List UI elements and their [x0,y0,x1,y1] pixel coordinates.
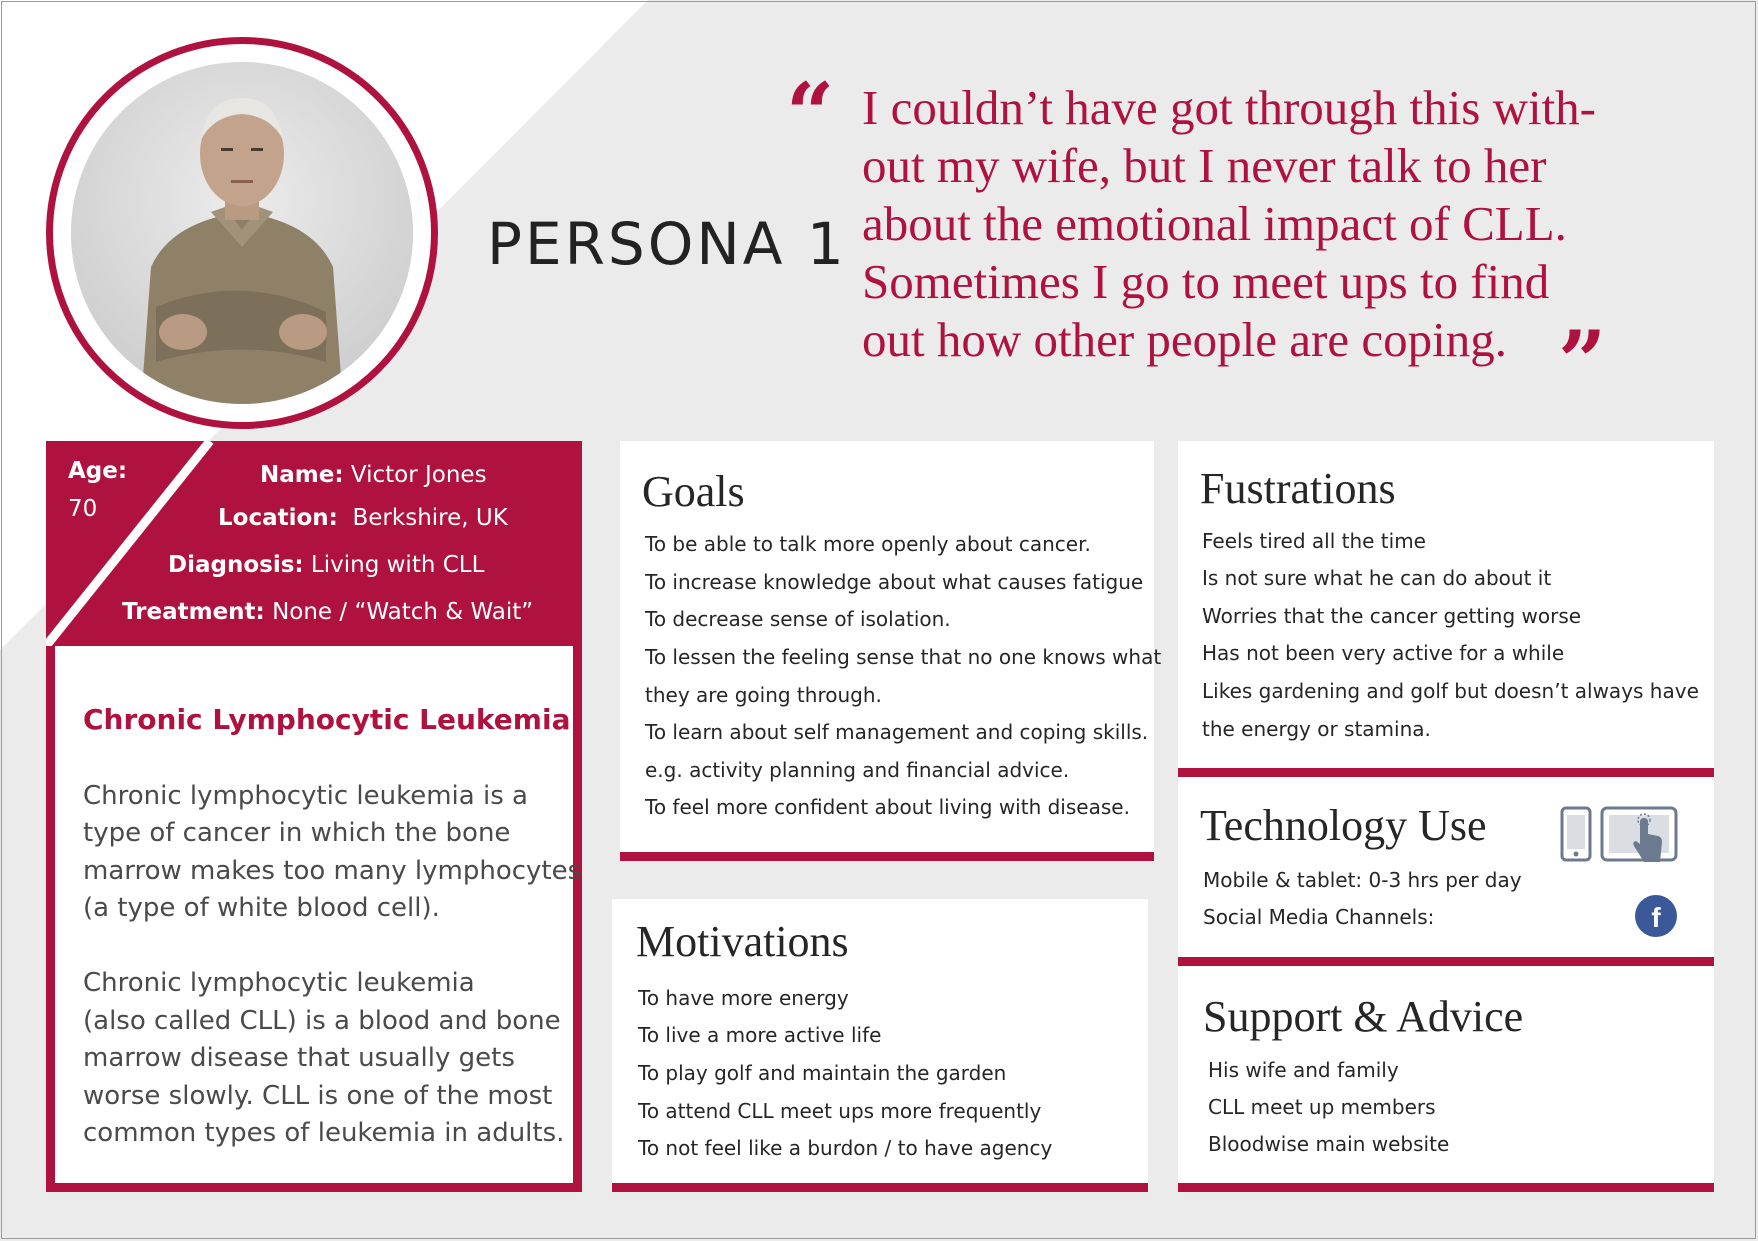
condition-text-line: marrow disease that usually gets [83,1043,515,1073]
persona-title: PERSONA 1 [487,210,847,278]
motivation-item: To have more energy [638,986,849,1010]
quote-line: I couldn’t have got through this with- [862,80,1596,135]
avatar [46,37,438,429]
condition-text-line: Chronic lymphocytic leukemia [83,968,475,998]
treatment-value: None / “Watch & Wait” [272,599,534,625]
treatment-row [122,601,533,624]
goals-title: Goals [642,467,745,516]
quote-line: about the emotional impact of CLL. [862,196,1567,251]
condition-text-line: common types of leukemia in adults. [83,1118,565,1148]
quote-line: out my wife, but I never talk to her [862,138,1547,193]
goal-item: To increase knowledge about what causes fatigue [645,570,1144,594]
diagnosis-label: Diagnosis: [168,552,304,578]
close-quote-icon: ” [1558,312,1607,411]
quote-line: Sometimes I go to meet ups to find [862,254,1550,309]
svg-text:f: f [1651,902,1661,933]
diagnosis-value: Living with CLL [310,552,485,578]
location-row [218,507,508,530]
motivations-title: Motivations [636,917,849,966]
frustration-item: Likes gardening and golf but doesn’t always have [1202,679,1699,703]
name-label: Name: [260,462,344,488]
goal-item: To be able to talk more openly about cancer. [645,532,1091,556]
motivations-card-bar [612,1183,1148,1192]
open-quote-icon: “ [786,64,835,163]
technology-card-bar [1178,957,1714,966]
age-value: 70 [68,496,98,522]
condition-text-line: Chronic lymphocytic leukemia is a [83,781,528,811]
support-item: Bloodwise main website [1208,1132,1450,1156]
goals-card-bar [620,852,1154,861]
support-title: Support & Advice [1203,992,1524,1041]
support-item: CLL meet up members [1208,1095,1436,1119]
condition-text-line: type of cancer in which the bone [83,818,511,848]
name-value: Victor Jones [350,462,487,488]
location-label: Location: [218,505,338,531]
frustration-item: the energy or stamina. [1202,717,1431,741]
motivation-item: To play golf and maintain the garden [638,1061,1007,1085]
quote-line: out how other people are coping. [862,312,1507,367]
diagnosis-row [168,554,484,577]
goal-item: To learn about self management and coping skills. [645,720,1149,744]
condition-text-line: (a type of white blood cell). [83,893,440,923]
mobile-phone-icon [1560,806,1592,862]
goal-item: To feel more confident about living with disease. [645,795,1130,819]
frustrations-title: Fustrations [1200,464,1396,513]
frustration-item: Has not been very active for a while [1202,641,1565,665]
support-card-bar [1178,1183,1714,1192]
motivation-item: To attend CLL meet ups more frequently [638,1099,1042,1123]
motivation-item: To not feel like a burdon / to have agency [638,1136,1053,1160]
technology-item: Mobile & tablet: 0-3 hrs per day [1203,868,1522,892]
goal-item: they are going through. [645,683,882,707]
location-value: Berkshire, UK [352,505,508,531]
portrait-photo [71,62,413,404]
motivation-item: To live a more active life [638,1023,882,1047]
name-row [260,464,487,487]
frustration-item: Is not sure what he can do about it [1202,566,1552,590]
frustrations-card-bar [1178,768,1714,777]
tablet-touch-icon [1600,806,1680,870]
treatment-label: Treatment: [122,599,265,625]
facebook-icon[interactable] [1634,894,1678,938]
condition-text-line: (also called CLL) is a blood and bone [83,1006,561,1036]
age-label: Age: [68,458,128,484]
goal-item: e.g. activity planning and financial advice. [645,758,1070,782]
support-item: His wife and family [1208,1058,1399,1082]
goal-item: To lessen the feeling sense that no one knows what [645,645,1162,669]
frustration-item: Feels tired all the time [1202,529,1426,553]
condition-text-line: marrow makes too many lymphocytes [83,856,582,886]
frustration-item: Worries that the cancer getting worse [1202,604,1582,628]
technology-item: Social Media Channels: [1203,905,1435,929]
condition-text-line: worse slowly. CLL is one of the most [83,1081,553,1111]
goal-item: To decrease sense of isolation. [645,607,951,631]
condition-title: Chronic Lymphocytic Leukemia [83,703,571,736]
technology-title: Technology Use [1200,801,1487,850]
